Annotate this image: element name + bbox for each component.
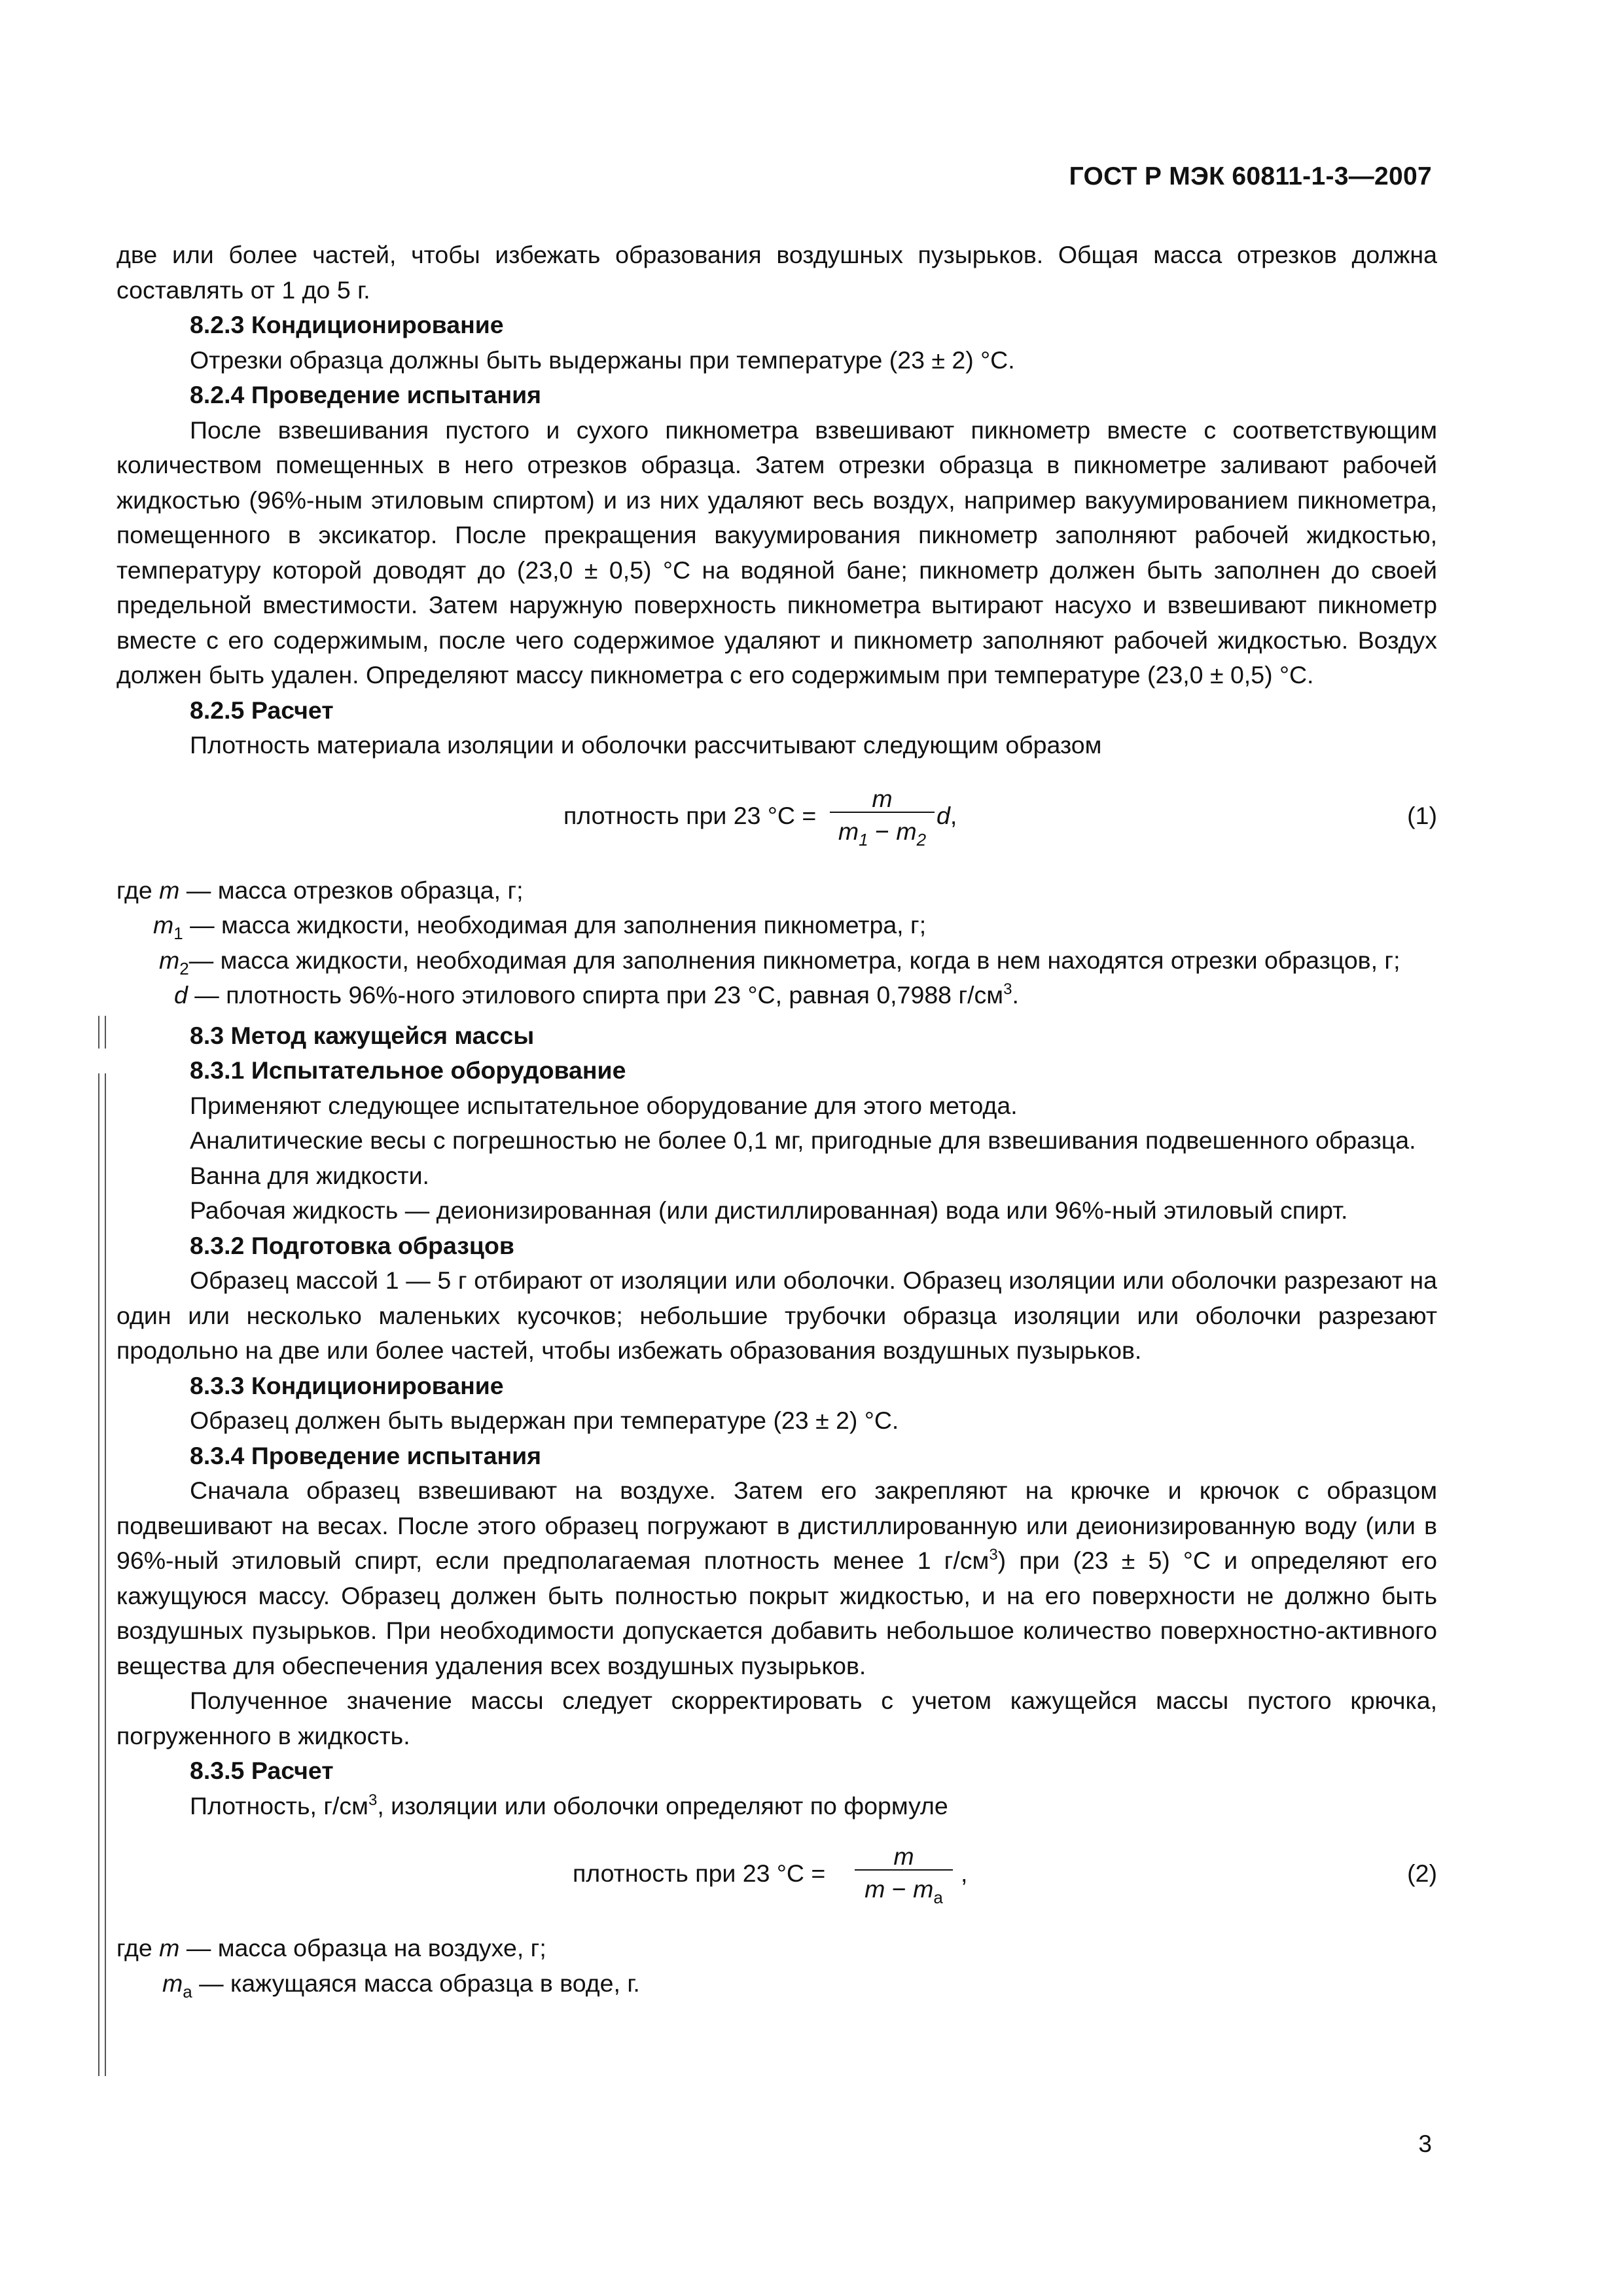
paragraph-8-3-1-b: Аналитические весы с погрешностью не более 0,1 мг, пригодные для взвешивания подвешенного образца.: [190, 1126, 1416, 1154]
heading-8-3-3: 8.3.3 Кондиционирование: [190, 1371, 504, 1399]
formula-1-number: (1): [1407, 801, 1437, 829]
heading-8-3-5: 8.3.5 Расчет: [190, 1757, 334, 1784]
heading-8-3: 8.3 Метод кажущейся массы: [190, 1021, 535, 1049]
heading-8-2-5: 8.2.5 Расчет: [190, 696, 334, 724]
formula-2-number: (2): [1407, 1859, 1437, 1887]
paragraph-8-3-3: Образец должен быть выдержан при температуре (23 ± 2) °С.: [190, 1407, 899, 1434]
where-1-m2: $m_2—$ масса жидкости, необходимая для заполнения пикнометра, когда в нем находятся отрезки образцов, г;: [159, 946, 1400, 978]
formula-2-lhs: плотность при 23 °С =: [573, 1859, 826, 1887]
where-1-m: где m — масса отрезков образца, г;: [116, 876, 524, 904]
where-1-d: d — плотность 96%-ного этилового спирта при 23 °С, равная 0,7988 $г/см^3$.: [174, 980, 1019, 1009]
where-list-2: [116, 1931, 1437, 2001]
formula-1-numerator: m: [872, 784, 893, 812]
formula-1-denominator: $m_1 - m_2$: [838, 817, 927, 850]
formula-2-fraction: [855, 1839, 953, 1909]
paragraph-8-3-1-c: Ванна для жидкости.: [190, 1161, 429, 1189]
heading-8-3-1: 8.3.1 Испытательное оборудование: [190, 1056, 626, 1084]
formula-1-lhs: плотность при 23 °С =: [563, 801, 817, 829]
paragraph-8-2-4: После взвешивания пустого и сухого пикнометра взвешивают пикнометр вместе с соответствующим количеством помещенных в него отрезков образца. Затем отрезки образца в пикнометре заливают рабочей жидкостью (96%-ным этиловым спиртом) и из них удаляют весь воздух, например вакуумированием пикнометра, помещенного в эксикатор. После прекращения вакуумирования пикнометр заполняют рабочей жидкостью, температуру которой доводят до (23,0 ± 0,5) °С на водяной бане; пикнометр должен быть заполнен до своей предельной вместимости. Затем наружную поверхность пикнометра вытирают насухо и взвешивают пикнометр вместе с его содержимым, после чего содержимое удаляют и пикнометр заполняют рабочей жидкостью. Воздух должен быть удален. Определяют массу пикнометра с его содержимым при температуре (23,0 ± 0,5) °С.: [116, 416, 1437, 689]
where-1-m1: $m_1$ — масса жидкости, необходимая для заполнения пикнометра, г;: [153, 911, 927, 943]
heading-8-2-3: 8.2.3 Кондиционирование: [190, 311, 504, 338]
paragraph-8-3-2: Образец массой 1 — 5 г отбирают от изоляции или оболочки. Образец изоляции или оболочки разрезают на один или несколько маленьких кусочков; небольшие трубочки образца изоляции или оболочки разрезают продольно на две или более частей, чтобы избежать образования воздушных пузырьков.: [116, 1266, 1437, 1364]
heading-8-2-4: 8.2.4 Проведение испытания: [190, 381, 542, 408]
where-2-m: где m — масса образца на воздухе, г;: [116, 1934, 546, 1962]
heading-8-3-2: 8.3.2 Подготовка образцов: [190, 1231, 514, 1259]
change-bar-bottom: [98, 1073, 105, 2076]
paragraph-8-3-4-a: Сначала образец взвешивают на воздухе. Затем его закрепляют на крючке и крючок с образцом подвешивают на весах. После этого образец погружают в дистиллированную или деионизированную воду (или в 96%-ный этиловый спирт, если предполагаемая плотность менее 1 $г/см^3$) при (23 ± 5) °С и определяют его кажущуюся массу. Образец должен быть полностью покрыт жидкостью, и на его поверхности не должно быть воздушных пузырьков. При необходимости допускается добавить небольшое количество поверхностно-активного вещества для обеспечения удаления всех воздушных пузырьков.: [116, 1477, 1437, 1679]
paragraph-8-3-1-d: Рабочая жидкость — деионизированная (или дистиллированная) вода или 96%-ный этиловый спирт.: [190, 1196, 1348, 1224]
paragraph-8-3-1-a: Применяют следующее испытательное оборудование для этого метода.: [190, 1091, 1018, 1119]
paragraph-8-2-3: Отрезки образца должны быть выдержаны при температуре (23 ± 2) °С.: [190, 346, 1015, 374]
paragraph-8-3-5: Плотность, $г/см^3$, изоляции или оболочки определяют по формуле: [190, 1791, 948, 1820]
formula-2-tail: ,: [961, 1859, 968, 1887]
formula-1-fraction: [830, 781, 935, 851]
formula-1-tail: d,: [936, 801, 957, 829]
document-header-id: ГОСТ Р МЭК 60811-1-3—2007: [1069, 162, 1432, 190]
change-bar-top: [98, 1016, 105, 1049]
paragraph-8-3-4-b: Полученное значение массы следует скорректировать с учетом кажущейся массы пустого крючка, погруженного в жидкость.: [116, 1687, 1437, 1749]
formula-2: [116, 1839, 1437, 1916]
document-body: [116, 238, 1437, 2001]
formula-2-denominator: $m - m_a$: [865, 1875, 943, 1907]
paragraph-822-continuation: две или более частей, чтобы избежать образования воздушных пузырьков. Общая масса отрезков должна составлять от 1 до 5 г.: [116, 241, 1437, 304]
formula-1: [116, 781, 1437, 859]
where-list-1: [116, 873, 1437, 1013]
page-number: 3: [1418, 2130, 1432, 2157]
where-2-ma: $m_a$ — кажущаяся масса образца в воде, г.: [162, 1969, 640, 2001]
heading-8-3-4: 8.3.4 Проведение испытания: [190, 1441, 542, 1469]
formula-2-numerator: m: [893, 1842, 914, 1870]
paragraph-8-2-5: Плотность материала изоляции и оболочки рассчитывают следующим образом: [190, 731, 1102, 759]
